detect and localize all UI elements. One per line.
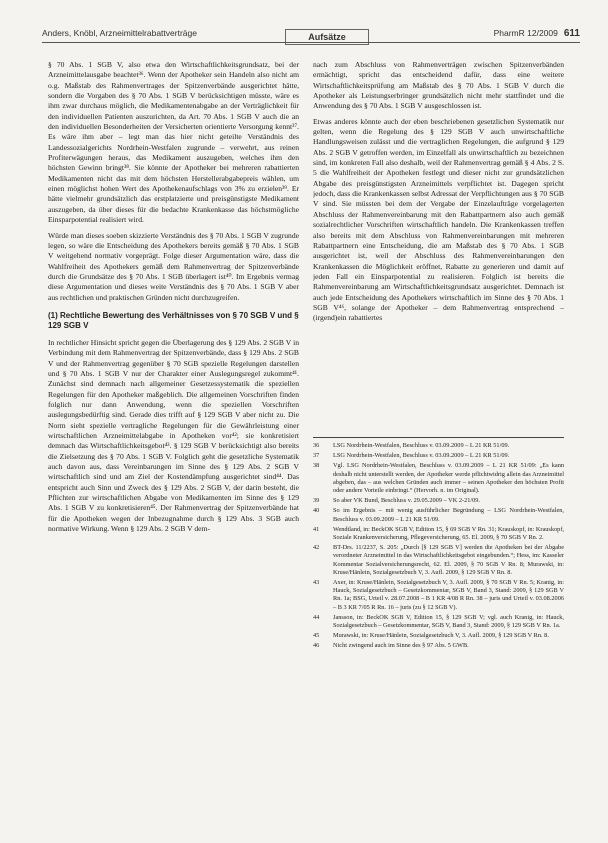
right-column: [313, 60, 564, 435]
footnote: [313, 614, 564, 630]
footnote: [313, 507, 564, 523]
paragraph: § 70 Abs. 1 SGB V, also etwa den Wirtschaftlichkeitsgrundsatz, bei der Arzneimittelausgabe beachte⁠t³⁶. Wenn der Apotheker sein Handeln also nicht am o.g. Maßstab des Rahmenvertrages der Spitzenverbände ausgerichtet hätte, sondern die Vorgaben des § 70 Abs. 1 SGB V berücksichtigen müsste, wäre es ihm zwar durchaus möglich, die Medikamentenabgabe an der Verträglichkeit für den individuellen Patienten auszurichten, da Art. 70 Abs. 1 SGB V auch die an den individuellen Besonderheiten der Versicherten orientierte Versorgung kennt³⁷. Es wäre ihm aber – legt man das hier nicht geteilte Verständnis des Landessozialgerichts Nordrhein-Westfalen zugrunde – verwehrt, aus reinen Profiterwägungen heraus, das Medikament auszugeben, welches ihm den höchsten Gewinn bringt³⁸. Sie könnte der Apotheker bei mehreren rabattierten Medikamenten nicht das mit dem höchsten Herstellerabgabepreis wählen, um einen möglichst hohen Wert des Apothekenaufschlags von 3% zu erzielen³⁹. Er hätte vielmehr grundsätzlich das erstplatzierte und preisgünstigste Medikament auszugeben, da über dieses für die bedachte Krankenkasse das höchstmögliche Einsparpotential realisiert wird.: [48, 60, 299, 225]
footnote-text: Wendtland, in: BeckOK SGB V, Edition 15, § 69 SGB V Rn. 31; Krauskopf, in: Krauskopf, Soziale Krankenversicherung, Pflegeversicherung, 65. El. 2009, § 70 SGB V Rn. 2.: [333, 525, 564, 542]
footnote-text: So aber VK Bund, Beschluss v. 29.05.2009 – VK 2-21/09.: [333, 497, 480, 505]
section-heading: (1) Rechtliche Bewertung des Verhältnisses von § 70 SGB V und § 129 SGB V: [48, 310, 299, 331]
footnote-number: 37: [313, 452, 320, 460]
footnote-number: 41: [313, 525, 320, 533]
header-journal: [494, 28, 580, 39]
header-authors: Anders, Knöbl, Arzneimittelrabattverträge: [42, 28, 197, 38]
footnote-text: LSG Nordrhein-Westfalen, Beschluss v. 03.09.2009 – L 21 KR 51/09.: [333, 452, 510, 460]
footnote-number: 39: [313, 497, 320, 505]
footnote-number: 42: [313, 544, 320, 552]
footnote-number: 36: [313, 442, 320, 449]
footnote-text: BT-Drs. 11/2237, S. 205: „Durch [§ 129 SGB V] werden die Apotheken bei der Abgabe verordneter Arzneimittel in das Wirtschaftlichkeitsgebot eingebunden.“; Hess, im: Kasseler Kommentar Sozialversicherungsrecht, 62. El. 2009, § 70 SGB V Rn. 8; Murawski, in: Kruse/Hänlein, Sozialgesetzbuch V, 3. Aufl. 2009, § 129 SGB V Rn. 8.: [333, 544, 564, 576]
footnote-number: 43: [313, 579, 320, 587]
footnote-text: Axer, in: Kruse/Hänlein, Sozialgesetzbuch V, 3. Aufl. 2009, § 70 SGB V Rn. 5; Kranig, in: Hauck, Sozialgesetzbuch – Gesetzkommentar, SGB V, Band 3, Stand: 2009, § 129 SGB V Rn. 1a; BSG, Urteil v. 28.07.2008 – B 1 KR 4/08 R Rn. 38 – juris und Urteil v. 03.08.2006 – B 3 KR 7/05 R Rn. 16 – juris (zu § 12 SGB V).: [333, 579, 564, 611]
footnote-number: 44: [313, 613, 320, 621]
paragraph: nach zum Abschluss von Rahmenverträgen zwischen Spitzenverbänden ermächtigt, spricht das entscheidend dafür, dass eine weitere Wirtschaftlichkeitsprüfung am Maßstab des § 70 Abs. 1 SGB V durch die Apotheker als Leistungserbringer grundsätzlich nicht mehr stattfindet und die Anwendung des § 70 Abs. 1 SGB V ausgeschlossen ist.: [313, 60, 564, 111]
page-number: 611: [563, 28, 580, 39]
footnote-number: 46: [313, 642, 320, 650]
footnote: [313, 526, 564, 542]
paragraph: Würde man dieses soeben skizzierte Verständnis des § 70 Abs. 1 SGB V zugrunde legen, so wäre die Entscheidung des Apothekers bereits gemäß § 70 Abs. 1 SGB V weitgehend normativ vorgeprägt. Folge dieser Argumentation wäre, dass die Wahlfreiheit des Apothekers gemäß dem Rahmenvertrag der Spitzenverbände durch die Grundsätze des § 70 Abs. 1 SGB überlagert ist⁴⁰. Im Ergebnis vermag diese Argumentation und dieses weite Verständnis des § 70 Abs. 1 SGB V aber aus rechtlichen und praktischen Gründen nicht durchzugreifen.: [48, 230, 299, 302]
paragraph: Etwas anderes könnte auch der eben beschriebenen gesetzlichen Systematik nur gelten, wenn die Regelung des § 129 SGB V auch unwirtschaftliche Handlungsweisen zulässt und die vertraglichen Regelungen, die aufgrund § 129 Abs. 2 SGB V getroffen werden, im Einzelfall als unwirtschaftlich zu bezeichnen sind, im konkreten Fall also deshalb, weil der Rahmenvertrag gemäß § 4 Abs. 2 S. 5 die Wahlfreiheit der Apotheken festlegt und dieser nicht zur grundsätzlichen Abgabe des preisgünstigsten Arzneimittels verpflichtet ist. Dagegen spricht jedoch, dass die Krankenkassen selbst Adressat der Verpflichtungen aus § 70 SGB V sind. Sie müssten bei dem der Vergabe der Einzelaufträge vorgelagerten Abschluss der Rahmenvereinbarung mit den Rabattpartnern also auch gemäß sozialrechtlicher Vorschriften wirtschaftlich handeln. Die Krankenkassen treffen also bereits mit dem Abschluss von Rahmenvereinbarungen mit mehreren Rabattpartnern eine Entscheidung, die am Maßstab des § 70 Abs. 1 SGB ausgerichtet ist, weil der Abschluss des Rahmenvereinbarungen den Krankenkassen die Möglichkeit eröffnet, Rabatte zu generieren und damit auf jeden Fall ein Einsparpotential zu realisieren. Folglich ist bereits die Rahmenvereinbarung am Wirtschaftlichkeitsgrundsatz ausgerichtet. Demnach ist auch jede Entscheidung des Apothekers wirtschaftlich im Sinne des § 70 Abs. 1 SGB V⁴⁶, solange der Apotheker – dem Rahmenvertrag entsprechend – (irgend)ein rabattiertes: [313, 116, 564, 323]
footnote: [313, 452, 564, 460]
paragraph: In rechtlicher Hinsicht spricht gegen die Überlagerung des § 129 Abs. 2 SGB V in Verbindung mit dem Rahmenvertrag der Spitzenverbände, dass § 129 Abs. 2 SGB V und der Rahmenvertrag gegenüber § 70 SGB spezielle Regelungen darstellen und § 70 Abs. 1 SGB V nur der Charakter einer Auslegungsregel zukommt⁴¹. Zunächst sind demnach nach allgemeiner Gesetzessystematik die speziellen Regelungen für den Apotheker maßgeblich. Die allgemeinen Vorschriften finden folglich nur dann Anwendung, wenn die speziellen Vorschriften auslegungsbedürftig sind. Gerade dies trifft auf § 129 SGB V aber nicht zu. Die Norm sieht spezielle vertragliche Regelungen für die Gewährleistung einer wirtschaftlichen Arzneimittelabgabe in Apotheken vor⁴²; sie konkretisiert demnach das Wirtschaftlichkeitsgebot⁴³. § 129 SGB V berücksichtigt also bereits die Zielsetzung des § 70 Abs. 1 SGB V. Folglich geht die gesetzliche Systematik auch davon aus, dass Vereinbarungen im Sinne des § 129 Abs. 2 SGB V wirtschaftlich sind und am Ziel der Kostendämpfung ausgerichtet sind⁴⁴. Das entspricht auch Sinn und Zweck des § 129 Abs. 2 SGB V, der darin besteht, die Pflichten zur wirtschaftlichen Abgabe von Medikamenten im Sinne des § 129 Abs. 1 SGB V zu konkretisieren⁴⁵. Der Rahmenvertrag der Spitzenverbände hat für die Apotheken wegen der Inbezugnahme durch § 129 Abs. 3 SGB auch normative Wirkung. Wenn § 129 Abs. 2 SGB V dem-: [48, 337, 299, 534]
left-column: [48, 60, 299, 830]
footnote: [313, 632, 564, 640]
footnote-number: 38: [313, 462, 320, 470]
footnote-number: 45: [313, 632, 320, 640]
page-header: [42, 24, 580, 44]
footnote: [313, 442, 564, 450]
header-rule: [42, 42, 580, 43]
footnote-text: Murawski, in: Kruse/Hänlein, Sozialgesetzbuch V, 3. Aufl. 2009, § 129 SGB V Rn. 8.: [333, 632, 549, 640]
footnotes: [313, 437, 564, 827]
footnote-text: Jansson, in: BeckOK SGB V, Edition 15, § 129 SGB V; vgl. auch Kranig, in: Hauck, Sozialgesetzbuch – Gesetzkommentar, SGB V, Band 3, Stand: 2009, § 129 SGB V Rn. 1a.: [333, 613, 564, 630]
footnote-text: LSG Nordrhein-Westfalen, Beschluss v. 03.09.2009 – L 21 KR 51/09.: [333, 442, 510, 449]
header-section-label: Aufsätze: [285, 29, 369, 45]
footnote: [313, 579, 564, 612]
footnote: [313, 544, 564, 577]
footnote-text: Nicht zwingend auch im Sinne des § 97 Abs. 5 GWB.: [333, 642, 469, 650]
footnote: [313, 462, 564, 495]
footnote: [313, 497, 564, 505]
footnote-number: 40: [313, 507, 320, 515]
footnote-text: Vgl. LSG Nordrhein-Westfalen, Beschluss v. 03.09.2009 – L 21 KR 51/09: „Es kann deshalb nicht unterstellt werden, der Apotheker werde pflichtwidrig allein das Arzneimittel abgeben, das – aus welchen Gründen auch immer – seinen Apotheker den höchsten Profit oder andere Vorteile einbringt.“ (Hervorh. n. im Original).: [333, 462, 564, 495]
footnote: [313, 642, 564, 650]
footnote-text: So im Ergebnis – mit wenig ausführlicher Begründung – LSG Nordrhein-Westfalen, Beschluss v. 03.09.2009 – L 21 KR 51/09.: [333, 507, 564, 523]
header-journal-issue: PharmR 12/2009: [493, 28, 558, 38]
